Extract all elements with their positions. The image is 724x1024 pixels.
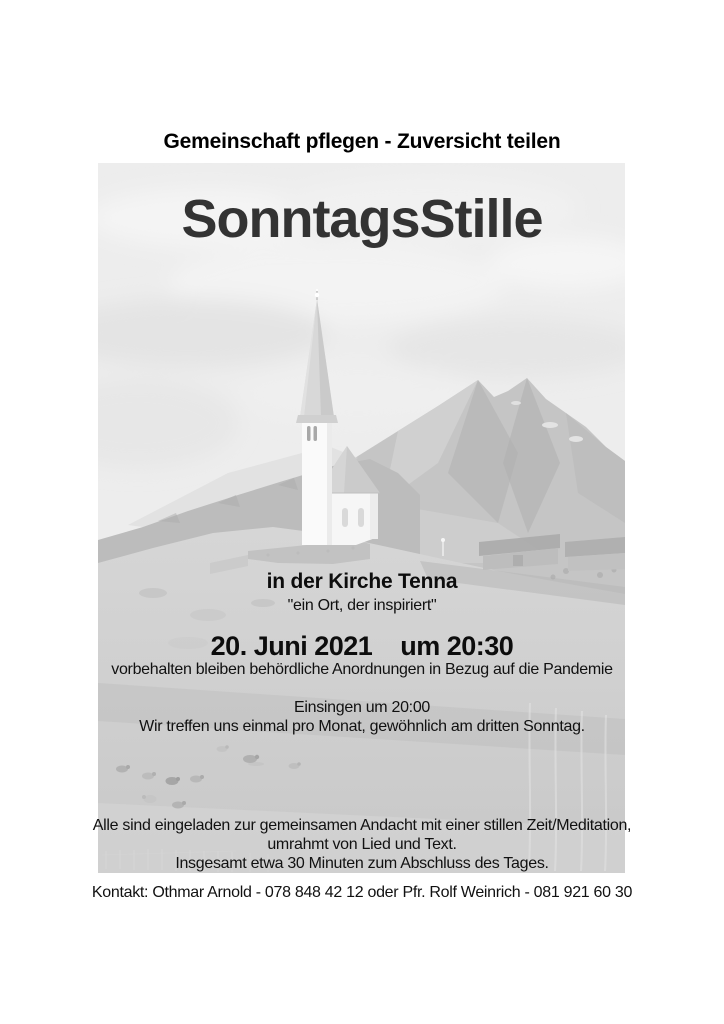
invitation-paragraph xyxy=(0,816,724,873)
invitation-line: Alle sind eingeladen zur gemeinsamen Andacht mit einer stillen Zeit/Meditation, xyxy=(92,817,632,834)
church-photo-illustration xyxy=(98,163,625,873)
date-time-line: 20. Juni 2021 um 20:30 xyxy=(210,631,514,661)
invitation-line: Insgesamt etwa 30 Minuten zum Abschluss des Tages. xyxy=(175,855,549,872)
location-line: in der Kirche Tenna xyxy=(266,570,458,593)
header-motto: Gemeinschaft pflegen - Zuversicht teilen xyxy=(163,130,561,153)
invitation-line: umrahmt von Lied und Text. xyxy=(267,836,457,853)
schedule-line: Wir treffen uns einmal pro Monat, gewöhnlich am dritten Sonntag. xyxy=(139,718,585,735)
einsingen-line: Einsingen um 20:00 xyxy=(293,699,431,716)
contact-line: Kontakt: Othmar Arnold - 078 848 42 12 oder Pfr. Rolf Weinrich - 081 921 60 30 xyxy=(91,884,633,901)
einsingen-block xyxy=(0,698,724,736)
location-subtitle: "ein Ort, der inspiriert" xyxy=(287,597,437,614)
church-photo xyxy=(98,163,625,873)
pandemic-note: vorbehalten bleiben behördliche Anordnungen in Bezug auf die Pandemie xyxy=(111,661,613,678)
event-title: SonntagsStille xyxy=(181,189,543,249)
church-tower xyxy=(302,419,332,545)
